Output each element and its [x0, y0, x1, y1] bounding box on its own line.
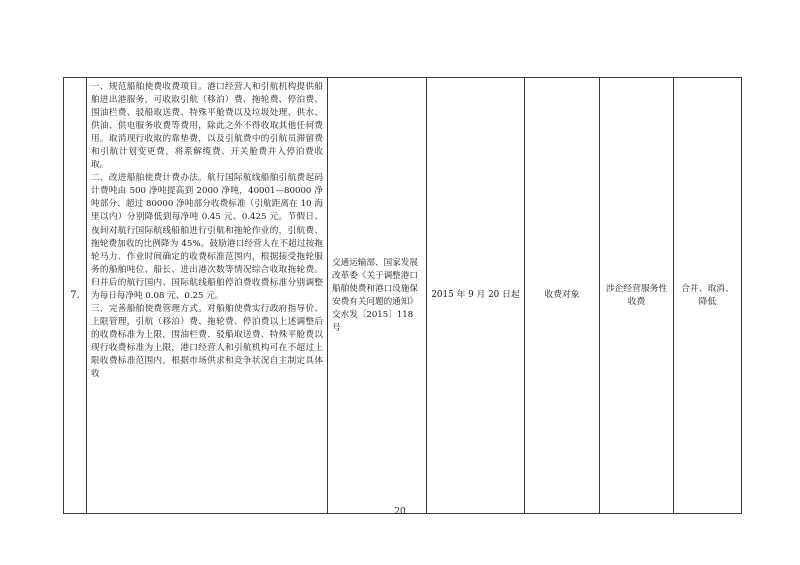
content-cell — [87, 78, 328, 514]
adjustment-result-cell — [674, 78, 742, 514]
page-number: 20 — [394, 507, 406, 517]
effective-date-cell — [427, 78, 525, 514]
fee-regulation-table — [63, 77, 742, 514]
fee-object: 收费对象 — [544, 290, 580, 300]
policy-basis-cell — [328, 78, 427, 514]
fee-type: 涉企经营服务性收费 — [605, 283, 668, 307]
adjustment-result: 合并、取消、降低 — [681, 283, 734, 307]
row-number: 7. — [70, 290, 80, 301]
content-paragraph: 一、规范船舶使费收费项目。港口经营人和引航机构提供船舶进出港服务，可收取引航（移泊）费、拖轮费、停泊费、围油栏费、驳船取送费、特殊平舱费以及垃圾处理、供水、供油、供电服务收费等费用，除此之外不得收取其他任何费用。取消现行收取的靠垫费，以及引航费中的引航员滞留费和引航计划变更费，将系解缆费、开关舱费并入停泊费收取。 — [91, 82, 323, 171]
fee-type-cell — [600, 78, 674, 514]
table-row — [64, 78, 742, 514]
policy-basis: 交通运输部、国家发展改革委《关于调整港口船舶使费和港口设施保安费有关问题的通知》交水发〔2015〕118 号 — [332, 257, 418, 333]
fee-object-cell — [525, 78, 600, 514]
content-paragraph: 二、改进船舶使费计费办法。航行国际航线船舶引航费起码计费吨由 500 净吨提高到 2000 净吨，40001—80000 净吨部分、超过 80000 净吨部分收费标准（引航距离在 10 海里以内）分别降低到每净吨 0.45 元、0.425 元。节假日、夜间对航行国际航线船舶进行引航和拖轮作业的，引航费、拖轮费加收的比例降为 45%。鼓励港口经营人在不超过按拖轮马力、作业时间确定的收费标准范围内，根据接受拖轮服务的船舶吨位、船长、进出港次数等情况综合收取拖轮费。归并后的航行国内、国际航线船舶停泊费收费标准分别调整为每日每净吨 0.08 元、0.25 元。 — [91, 173, 323, 301]
content-paragraph: 三、完善船舶使费管理方式。对船舶使费实行政府指导价、上限管理，引航（移泊）费、拖轮费、停泊费以上述调整后的收费标准为上限，围油栏费、驳船取送费、特殊平舱费以现行收费标准为上限，港口经营人和引航机构可在不超过上限收费标准范围内，根据市场供求和竞争状况自主制定具体收 — [91, 303, 323, 380]
effective-date: 2015 年 9 月 20 日起 — [431, 290, 520, 300]
row-number-cell — [64, 78, 87, 514]
